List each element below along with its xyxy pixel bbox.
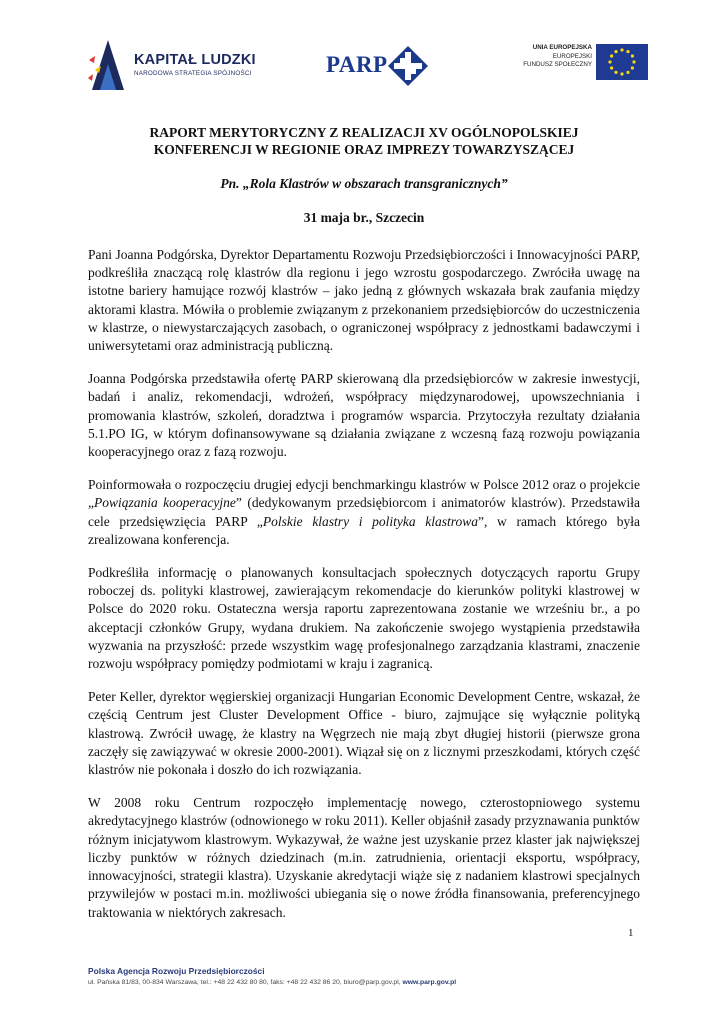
paragraph-3-part-b: ” (dedykowanym przedsiębiorcom i animatorów klastrów). Przedstawiła cele przedsięwzięcia PARP „ (88, 495, 640, 529)
paragraph-3 (88, 476, 640, 549)
page-header (0, 30, 725, 100)
footer-address (88, 979, 456, 986)
document-body (88, 246, 640, 937)
kapital-ludzki-emblem-icon (86, 38, 130, 92)
footer-address-text: ul. Pańska 81/83, 00-834 Warszawa, tel.: +48 22 432 80 80, faks: +48 22 432 86 20, biuro@parp.gov.pl, (88, 979, 403, 986)
eu-logo (508, 44, 648, 86)
kapital-ludzki-subtitle: NARODOWA STRATEGIA SPÓJNOŚCI (134, 70, 252, 77)
footer-organization: Polska Agencja Rozwoju Przedsiębiorczości (88, 966, 265, 976)
page-footer (88, 966, 456, 986)
kapital-ludzki-title: KAPITAŁ LUDZKI (134, 52, 256, 68)
document-title (88, 124, 640, 158)
document-title-line2: KONFERENCJI W REGIONIE ORAZ IMPREZY TOWARZYSZĄCEJ (153, 142, 575, 157)
page-number: 1 (628, 927, 634, 939)
document-title-block (88, 124, 640, 226)
paragraph-1: Pani Joanna Podgórska, Dyrektor Departamentu Rozwoju Przedsiębiorczości i Innowacyjności PARP, podkreśliła znaczącą rolę klastrów dla regionu i jego wzrostu gospodarczego. Zwróciła uwagę na istotne bariery hamujące rozwój klastrów – jako jedną z głównych wskazała brak zaufania między aktorami klastra. Mówiła o problemie związanym z przekonaniem przedsiębiorców do uczestniczenia w klastrze, o niewystarczających zasobach, o ograniczonej współpracy z jednostkami badawczymi i uniwersytetami oraz administracją publiczną. (88, 247, 640, 354)
paragraph-3-part-c: ”, w ramach którego była zrealizowana konferencja. (88, 513, 640, 547)
paragraph-3-part-a: Poinformowała o rozpoczęciu drugiej edycji benchmarkingu klastrów w Polsce 2012 oraz o projekcie „ (88, 477, 640, 511)
document-date: 31 maja br., Szczecin (303, 210, 425, 225)
paragraph-3-emphasis-1: Powiązania kooperacyjne (94, 495, 236, 511)
paragraph-6: W 2008 roku Centrum rozpoczęło implementację nowego, czterostopniowego systemu akredytacyjnego klastrów (odnowionego w roku 2011). Keller objaśnił zasady przyznawania punktów różnym inicjatywom klastrowym. Wykazywał, że ważne jest uzyskanie przez klaster jak największej liczby punktów w różnych dziedzinach (m.in. zatrudnienia, orientacji eksportu, współpracy, innowacyjności, strategii klastra). Uzyskanie akredytacji wiąże się z nadaniem klastrowi specjalnych przywilejów w postaci m.in. możliwości ubiegania się o nowe źródła finansowania, preferencyjnego traktowania w niektórych zakresach. (88, 795, 640, 920)
eu-logo-line1: UNIA EUROPEJSKA (532, 44, 592, 51)
eu-logo-line3: FUNDUSZ SPOŁECZNY (523, 61, 592, 69)
footer-website-link[interactable]: www.parp.gov.pl (402, 979, 457, 986)
paragraph-3-emphasis-2: Polskie klastry i polityka klastrowa (262, 513, 479, 529)
eu-logo-line2: EUROPEJSKI (552, 52, 592, 60)
eu-flag-icon (596, 44, 648, 80)
parp-logo-text: PARP (326, 52, 388, 77)
parp-logo (326, 46, 436, 86)
document-title-line1: RAPORT MERYTORYCZNY Z REALIZACJI XV OGÓLNOPOLSKIEJ (149, 125, 579, 140)
paragraph-4: Podkreśliła informację o planowanych konsultacjach społecznych dotyczących raportu Grupy roboczej ds. polityki klastrowej, zawierającym rekomendacje do kierunków polityki klastrowej w Polsce do 2020 roku. Ostateczna wersja raportu zaprezentowana zostanie we wrześniu br., a po akceptacji członków Grupy, wydana drukiem. Na zakończenie swojego wystąpienia przedstawiła wyzwania na przyszłość: przede wszystkim wagę profesjonalnego zarządzania klastrami, znaczenie rozwoju współpracy pomiędzy podmiotami w kraju i zagranicą. (88, 565, 640, 672)
paragraph-5: Peter Keller, dyrektor węgierskiej organizacji Hungarian Economic Development Centre, wskazał, że częścią Centrum jest Cluster Development Office - biuro, zajmujące się wyłącznie polityką klastrową. Zwrócił uwagę, że klastry na Węgrzech nie mają zbyt długiej historii (pierwsze grona zaczęły się zawiązywać w okresie 2000-2001). Wiązał się on z licznymi przeszkodami, których część klastrów nie pokonała i doszło do ich rozwiązania. (88, 689, 640, 778)
document-subtitle: Pn. „Rola Klastrów w obszarach transgranicznych” (220, 176, 508, 191)
kapital-ludzki-logo (86, 36, 276, 94)
parp-emblem-icon (388, 46, 428, 86)
paragraph-2: Joanna Podgórska przedstawiła ofertę PARP skierowaną dla przedsiębiorców w zakresie inwestycji, badań i analiz, rekomendacji, wdrożeń, współpracy międzynarodowej, upowszechniania i promowania klastrów, szkoleń, doradztwa i programów wsparcia. Przytoczyła rezultaty działania 5.1.PO IG, w którym dofinansowywane są działania związane z wczesną fazą rozwoju powiązania kooperacyjnego oraz z fazą rozwoju. (88, 371, 640, 460)
